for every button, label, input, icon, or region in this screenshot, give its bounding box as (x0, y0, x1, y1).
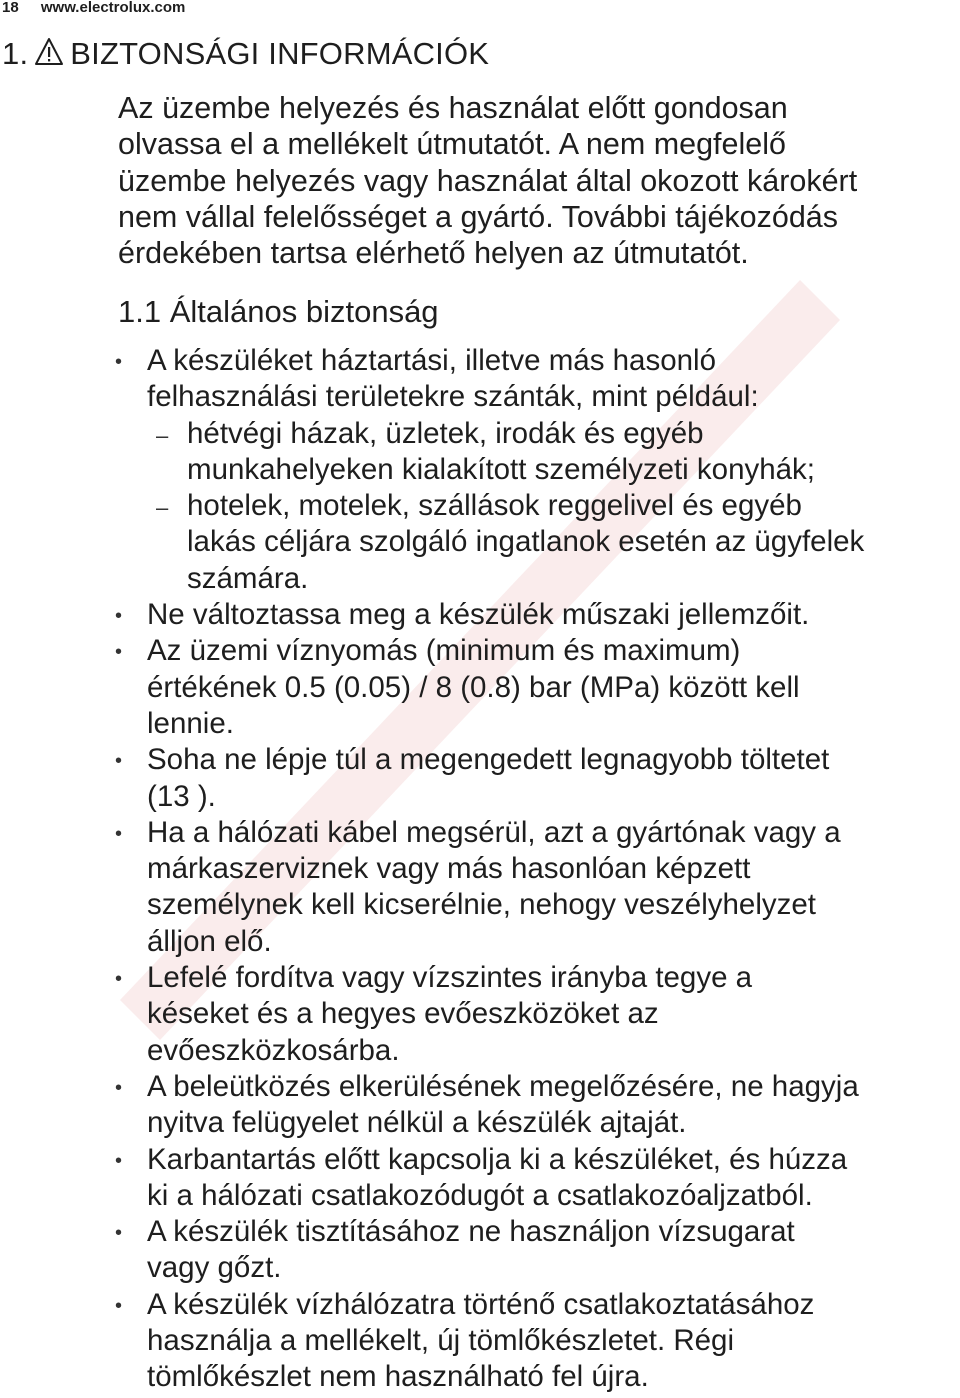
list-item-line: nyitva felügyelet nélkül a készülék ajtaját. (147, 1106, 687, 1140)
list-item-line: ki a hálózati csatlakozódugót a csatlakozóaljzatból. (147, 1178, 813, 1212)
intro-paragraph (118, 90, 958, 271)
list-item-line: értékének 0.5 (0.05) / 8 (0.8) bar (MPa) között kell (147, 670, 800, 704)
list-item (115, 742, 960, 815)
page-number: 18 (2, 0, 19, 16)
list-item-line: lennie. (147, 706, 234, 740)
list-item (115, 960, 960, 1069)
list-item-line: álljon elő. (147, 924, 272, 958)
list-item-line: használja a mellékelt, új tömlőkészletet. Régi (147, 1324, 735, 1358)
list-item-line: vagy gőzt. (147, 1251, 282, 1285)
bullet-marker: • (115, 822, 123, 845)
list-item-line: Ha a hálózati kábel megsérül, azt a gyártónak vagy a (147, 815, 841, 849)
list-item-line: Karbantartás előtt kapcsolja ki a készüléket, és húzza (147, 1142, 848, 1176)
intro-line: Az üzembe helyezés és használat előtt gondosan (118, 91, 788, 125)
bullet-marker: • (115, 1149, 123, 1172)
list-item-line: késeket és a hegyes evőeszközöket az (147, 997, 659, 1031)
bullet-marker: • (115, 1076, 123, 1099)
list-item-line: (13 ). (147, 779, 216, 813)
list-item-line: evőeszközkosárba. (147, 1033, 400, 1067)
list-item-line: A készüléket háztartási, illetve más hasonló (147, 344, 716, 377)
section-number: 1. (2, 36, 29, 71)
sub-list-item-line: munkahelyeken kialakított személyzeti konyhák; (187, 452, 815, 486)
list-item (115, 597, 960, 633)
bullet-marker: • (115, 351, 123, 373)
intro-line: olvassa el a mellékelt útmutatót. A nem megfelelő (118, 127, 786, 162)
bullet-marker: • (115, 1294, 123, 1317)
safety-bullet-list (115, 343, 960, 1396)
bullet-marker: • (115, 750, 123, 773)
list-item (115, 343, 960, 597)
bullet-marker: • (115, 1222, 123, 1245)
list-item-line: márkaszerviznek vagy más hasonlóan képzett (147, 852, 751, 886)
list-item-line: személynek kell kicserélnie, nehogy veszélyhelyzet (147, 888, 816, 922)
list-item-line: Lefelé fordítva vagy vízszintes irányba tegye a (147, 961, 753, 995)
list-item (115, 815, 960, 960)
list-item-line: A készülék tisztításához ne használjon vízsugarat (147, 1215, 795, 1249)
list-item-line: Az üzemi víznyomás (minimum és maximum) (147, 634, 741, 668)
dash-marker: – (156, 495, 169, 521)
sub-list-item (147, 488, 960, 597)
list-item-line: Ne változtassa meg a készülék műszaki jellemzőit. (147, 598, 810, 632)
sub-list-item-line: számára. (187, 561, 309, 595)
sub-list-item (147, 416, 960, 489)
list-item (115, 1142, 960, 1215)
list-item-line: tömlőkészlet nem használható fel újra. (147, 1360, 649, 1394)
subsection-title: 1.1 Általános biztonság (118, 294, 439, 329)
list-item-line: A készülék vízhálózatra történő csatlakoztatásához (147, 1287, 815, 1321)
section-title (2, 36, 489, 72)
bullet-marker: • (115, 641, 123, 664)
intro-line: nem vállal felelősséget a gyártó. További tájékozódás (118, 199, 839, 234)
list-item-line: felhasználási területekre szánták, mint például: (147, 380, 759, 414)
list-item-line: Soha ne lépje túl a megengedett legnagyobb töltetet (147, 743, 830, 777)
list-item (115, 1287, 960, 1396)
bullet-marker: • (115, 968, 123, 991)
list-item (115, 1214, 960, 1287)
dash-marker: – (156, 422, 169, 448)
list-item (115, 1069, 960, 1142)
intro-line: üzembe helyezés vagy használat által okozott károkért (118, 163, 858, 198)
section-title-text: BIZTONSÁGI INFORMÁCIÓK (70, 36, 490, 71)
bullet-marker: • (115, 605, 123, 628)
sub-list-item-line: hotelek, motelek, szállások reggelivel és egyéb (187, 489, 802, 523)
intro-line: érdekében tartsa elérhető helyen az útmutatót. (118, 236, 749, 271)
site-url[interactable]: www.electrolux.com (40, 0, 186, 16)
sub-list-item-line: hétvégi házak, üzletek, irodák és egyéb (187, 416, 704, 450)
list-item (115, 633, 960, 742)
warning-triangle-icon (34, 37, 64, 67)
sub-list-item-line: lakás céljára szolgáló ingatlanok esetén az ügyfelek (187, 525, 865, 559)
sub-list (147, 416, 960, 597)
list-item-line: A beleütközés elkerülésének megelőzésére, ne hagyja (147, 1069, 859, 1103)
page-header (0, 0, 185, 20)
